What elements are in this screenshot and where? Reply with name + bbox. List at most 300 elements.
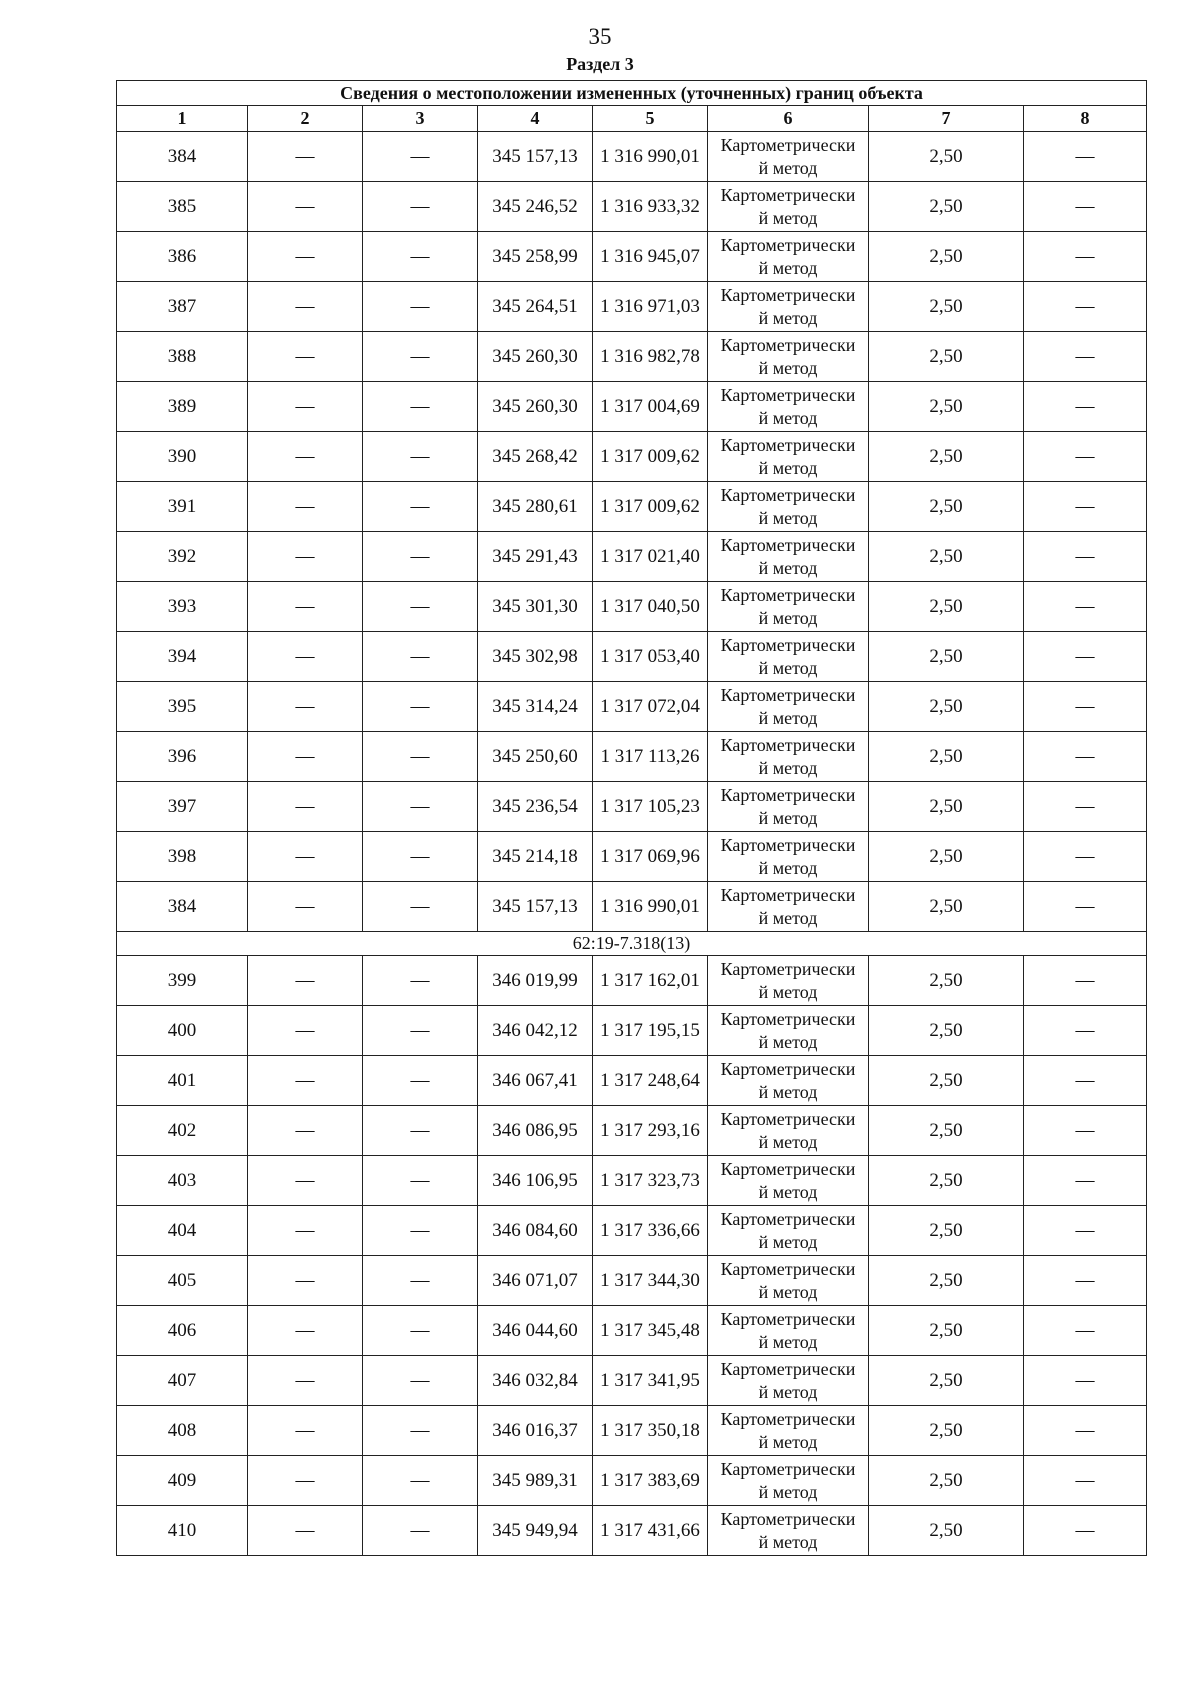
point-number-cell: 406 bbox=[117, 1306, 248, 1356]
table-row bbox=[117, 332, 1147, 382]
y-coordinate-cell: 1 317 053,40 bbox=[593, 632, 708, 682]
method-line-2: й метод bbox=[758, 1531, 818, 1552]
x-coordinate-cell: 345 214,18 bbox=[478, 832, 593, 882]
accuracy-cell: 2,50 bbox=[869, 432, 1024, 482]
point-number-cell: 394 bbox=[117, 632, 248, 682]
method-line-2: й метод bbox=[758, 807, 818, 828]
method-line-2: й метод bbox=[758, 1381, 818, 1402]
accuracy-cell: 2,50 bbox=[869, 956, 1024, 1006]
point-number-cell: 388 bbox=[117, 332, 248, 382]
y-coordinate-cell: 1 317 350,18 bbox=[593, 1406, 708, 1456]
table-row bbox=[117, 132, 1147, 182]
y-coordinate-cell: 1 317 383,69 bbox=[593, 1456, 708, 1506]
table-row bbox=[117, 1156, 1147, 1206]
accuracy-cell: 2,50 bbox=[869, 1256, 1024, 1306]
dash-cell: — bbox=[1024, 732, 1147, 782]
dash-cell: — bbox=[363, 1206, 478, 1256]
dash-cell: — bbox=[248, 882, 363, 932]
dash-cell: — bbox=[248, 1506, 363, 1556]
accuracy-cell: 2,50 bbox=[869, 132, 1024, 182]
dash-cell: — bbox=[248, 232, 363, 282]
x-coordinate-cell: 346 067,41 bbox=[478, 1056, 593, 1106]
page-number: 35 bbox=[588, 24, 612, 49]
dash-cell: — bbox=[1024, 332, 1147, 382]
method-cell bbox=[708, 1306, 869, 1356]
dash-cell: — bbox=[248, 182, 363, 232]
method-cell bbox=[708, 1356, 869, 1406]
method-cell bbox=[708, 1456, 869, 1506]
point-number-cell: 397 bbox=[117, 782, 248, 832]
x-coordinate-cell: 345 291,43 bbox=[478, 532, 593, 582]
table-row bbox=[117, 1006, 1147, 1056]
dash-cell: — bbox=[248, 132, 363, 182]
x-coordinate-cell: 346 019,99 bbox=[478, 956, 593, 1006]
x-coordinate-cell: 345 268,42 bbox=[478, 432, 593, 482]
dash-cell: — bbox=[363, 382, 478, 432]
point-number-cell: 399 bbox=[117, 956, 248, 1006]
dash-cell: — bbox=[1024, 382, 1147, 432]
method-cell bbox=[708, 1206, 869, 1256]
dash-cell: — bbox=[363, 1356, 478, 1406]
section-title: Раздел 3 bbox=[566, 54, 634, 74]
accuracy-cell: 2,50 bbox=[869, 1106, 1024, 1156]
x-coordinate-cell: 345 989,31 bbox=[478, 1456, 593, 1506]
table-row bbox=[117, 732, 1147, 782]
method-line-2: й метод bbox=[758, 757, 818, 778]
point-number-cell: 400 bbox=[117, 1006, 248, 1056]
dash-cell: — bbox=[248, 682, 363, 732]
x-coordinate-cell: 346 106,95 bbox=[478, 1156, 593, 1206]
method-line-1: Картометрически bbox=[720, 1458, 856, 1479]
accuracy-cell: 2,50 bbox=[869, 1506, 1024, 1556]
dash-cell: — bbox=[248, 1006, 363, 1056]
dash-cell: — bbox=[248, 582, 363, 632]
method-line-1: Картометрически bbox=[720, 1358, 856, 1379]
point-number-cell: 396 bbox=[117, 732, 248, 782]
table-row bbox=[117, 182, 1147, 232]
method-cell bbox=[708, 582, 869, 632]
point-number-cell: 395 bbox=[117, 682, 248, 732]
y-coordinate-cell: 1 317 195,15 bbox=[593, 1006, 708, 1056]
table-row bbox=[117, 1356, 1147, 1406]
table-row bbox=[117, 532, 1147, 582]
dash-cell: — bbox=[363, 732, 478, 782]
table-row bbox=[117, 432, 1147, 482]
method-cell bbox=[708, 1006, 869, 1056]
x-coordinate-cell: 345 260,30 bbox=[478, 382, 593, 432]
dash-cell: — bbox=[1024, 1056, 1147, 1106]
point-number-cell: 398 bbox=[117, 832, 248, 882]
point-number-cell: 410 bbox=[117, 1506, 248, 1556]
accuracy-cell: 2,50 bbox=[869, 382, 1024, 432]
y-coordinate-cell: 1 317 040,50 bbox=[593, 582, 708, 632]
method-line-1: Картометрически bbox=[720, 1508, 856, 1529]
point-number-cell: 385 bbox=[117, 182, 248, 232]
column-header-row bbox=[117, 106, 1147, 132]
accuracy-cell: 2,50 bbox=[869, 1006, 1024, 1056]
y-coordinate-cell: 1 316 990,01 bbox=[593, 882, 708, 932]
method-line-1: Картометрически bbox=[720, 784, 856, 805]
method-cell bbox=[708, 1406, 869, 1456]
point-number-cell: 403 bbox=[117, 1156, 248, 1206]
dash-cell: — bbox=[248, 1306, 363, 1356]
method-line-2: й метод bbox=[758, 207, 818, 228]
x-coordinate-cell: 345 302,98 bbox=[478, 632, 593, 682]
y-coordinate-cell: 1 317 009,62 bbox=[593, 482, 708, 532]
method-line-1: Картометрически bbox=[720, 1108, 856, 1129]
x-coordinate-cell: 346 042,12 bbox=[478, 1006, 593, 1056]
point-number-cell: 402 bbox=[117, 1106, 248, 1156]
point-number-cell: 401 bbox=[117, 1056, 248, 1106]
x-coordinate-cell: 345 236,54 bbox=[478, 782, 593, 832]
x-coordinate-cell: 345 314,24 bbox=[478, 682, 593, 732]
method-line-2: й метод bbox=[758, 1331, 818, 1352]
method-cell bbox=[708, 432, 869, 482]
method-line-1: Картометрически bbox=[720, 184, 856, 205]
y-coordinate-cell: 1 316 971,03 bbox=[593, 282, 708, 332]
point-number-cell: 405 bbox=[117, 1256, 248, 1306]
point-number-cell: 407 bbox=[117, 1356, 248, 1406]
dash-cell: — bbox=[1024, 1406, 1147, 1456]
method-line-1: Картометрически bbox=[720, 1008, 856, 1029]
accuracy-cell: 2,50 bbox=[869, 882, 1024, 932]
method-cell bbox=[708, 1056, 869, 1106]
x-coordinate-cell: 345 157,13 bbox=[478, 882, 593, 932]
dash-cell: — bbox=[1024, 182, 1147, 232]
y-coordinate-cell: 1 316 933,32 bbox=[593, 182, 708, 232]
y-coordinate-cell: 1 316 982,78 bbox=[593, 332, 708, 382]
dash-cell: — bbox=[363, 1006, 478, 1056]
table-row bbox=[117, 832, 1147, 882]
x-coordinate-cell: 346 086,95 bbox=[478, 1106, 593, 1156]
method-cell bbox=[708, 182, 869, 232]
dash-cell: — bbox=[1024, 682, 1147, 732]
accuracy-cell: 2,50 bbox=[869, 1056, 1024, 1106]
table-row bbox=[117, 682, 1147, 732]
table-row bbox=[117, 882, 1147, 932]
dash-cell: — bbox=[248, 1106, 363, 1156]
dash-cell: — bbox=[248, 282, 363, 332]
x-coordinate-cell: 346 071,07 bbox=[478, 1256, 593, 1306]
method-line-1: Картометрически bbox=[720, 534, 856, 555]
x-coordinate-cell: 345 264,51 bbox=[478, 282, 593, 332]
method-line-2: й метод bbox=[758, 657, 818, 678]
dash-cell: — bbox=[248, 1056, 363, 1106]
dash-cell: — bbox=[1024, 1006, 1147, 1056]
point-number-cell: 386 bbox=[117, 232, 248, 282]
dash-cell: — bbox=[363, 882, 478, 932]
y-coordinate-cell: 1 317 009,62 bbox=[593, 432, 708, 482]
dash-cell: — bbox=[363, 332, 478, 382]
method-cell bbox=[708, 1106, 869, 1156]
dash-cell: — bbox=[1024, 782, 1147, 832]
x-coordinate-cell: 345 260,30 bbox=[478, 332, 593, 382]
accuracy-cell: 2,50 bbox=[869, 482, 1024, 532]
dash-cell: — bbox=[1024, 1256, 1147, 1306]
method-line-1: Картометрически bbox=[720, 284, 856, 305]
dash-cell: — bbox=[1024, 532, 1147, 582]
x-coordinate-cell: 345 301,30 bbox=[478, 582, 593, 632]
dash-cell: — bbox=[363, 582, 478, 632]
method-line-1: Картометрически bbox=[720, 958, 856, 979]
method-line-2: й метод bbox=[758, 507, 818, 528]
x-coordinate-cell: 346 044,60 bbox=[478, 1306, 593, 1356]
method-cell bbox=[708, 1506, 869, 1556]
point-number-cell: 391 bbox=[117, 482, 248, 532]
method-line-2: й метод bbox=[758, 907, 818, 928]
dash-cell: — bbox=[363, 432, 478, 482]
point-number-cell: 408 bbox=[117, 1406, 248, 1456]
method-line-2: й метод bbox=[758, 1081, 818, 1102]
y-coordinate-cell: 1 317 431,66 bbox=[593, 1506, 708, 1556]
method-line-2: й метод bbox=[758, 607, 818, 628]
table-row bbox=[117, 1106, 1147, 1156]
column-header: 2 bbox=[248, 106, 363, 132]
coordinates-table bbox=[116, 80, 1147, 1556]
dash-cell: — bbox=[248, 832, 363, 882]
table-row bbox=[117, 582, 1147, 632]
method-line-1: Картометрически bbox=[720, 634, 856, 655]
point-number-cell: 393 bbox=[117, 582, 248, 632]
dash-cell: — bbox=[1024, 1456, 1147, 1506]
method-line-1: Картометрически bbox=[720, 134, 856, 155]
point-number-cell: 404 bbox=[117, 1206, 248, 1256]
dash-cell: — bbox=[363, 132, 478, 182]
method-line-1: Картометрически bbox=[720, 834, 856, 855]
y-coordinate-cell: 1 317 344,30 bbox=[593, 1256, 708, 1306]
method-line-1: Картометрически bbox=[720, 334, 856, 355]
table-row bbox=[117, 632, 1147, 682]
dash-cell: — bbox=[248, 1406, 363, 1456]
method-cell bbox=[708, 882, 869, 932]
table-row bbox=[117, 782, 1147, 832]
dash-cell: — bbox=[1024, 1106, 1147, 1156]
method-line-2: й метод bbox=[758, 1231, 818, 1252]
accuracy-cell: 2,50 bbox=[869, 182, 1024, 232]
method-line-1: Картометрически bbox=[720, 384, 856, 405]
method-line-1: Картометрически bbox=[720, 1408, 856, 1429]
dash-cell: — bbox=[363, 1256, 478, 1306]
method-line-2: й метод bbox=[758, 707, 818, 728]
x-coordinate-cell: 346 084,60 bbox=[478, 1206, 593, 1256]
method-cell bbox=[708, 832, 869, 882]
table-row bbox=[117, 956, 1147, 1006]
point-number-cell: 389 bbox=[117, 382, 248, 432]
y-coordinate-cell: 1 316 945,07 bbox=[593, 232, 708, 282]
dash-cell: — bbox=[363, 632, 478, 682]
method-cell bbox=[708, 532, 869, 582]
method-cell bbox=[708, 132, 869, 182]
method-line-2: й метод bbox=[758, 357, 818, 378]
method-line-2: й метод bbox=[758, 407, 818, 428]
table-row bbox=[117, 482, 1147, 532]
column-header: 8 bbox=[1024, 106, 1147, 132]
method-line-1: Картометрически bbox=[720, 1158, 856, 1179]
y-coordinate-cell: 1 317 248,64 bbox=[593, 1056, 708, 1106]
method-cell bbox=[708, 482, 869, 532]
table-row bbox=[117, 1056, 1147, 1106]
dash-cell: — bbox=[363, 682, 478, 732]
column-header: 6 bbox=[708, 106, 869, 132]
accuracy-cell: 2,50 bbox=[869, 232, 1024, 282]
method-cell bbox=[708, 1156, 869, 1206]
y-coordinate-cell: 1 317 336,66 bbox=[593, 1206, 708, 1256]
x-coordinate-cell: 346 032,84 bbox=[478, 1356, 593, 1406]
dash-cell: — bbox=[363, 1456, 478, 1506]
point-number-cell: 384 bbox=[117, 882, 248, 932]
dash-cell: — bbox=[248, 732, 363, 782]
dash-cell: — bbox=[363, 782, 478, 832]
accuracy-cell: 2,50 bbox=[869, 782, 1024, 832]
dash-cell: — bbox=[363, 482, 478, 532]
method-cell bbox=[708, 332, 869, 382]
column-header: 3 bbox=[363, 106, 478, 132]
method-line-1: Картометрически bbox=[720, 1208, 856, 1229]
y-coordinate-cell: 1 317 345,48 bbox=[593, 1306, 708, 1356]
x-coordinate-cell: 345 949,94 bbox=[478, 1506, 593, 1556]
method-line-2: й метод bbox=[758, 1031, 818, 1052]
method-line-2: й метод bbox=[758, 1131, 818, 1152]
method-line-2: й метод bbox=[758, 857, 818, 878]
dash-cell: — bbox=[1024, 132, 1147, 182]
dash-cell: — bbox=[363, 1306, 478, 1356]
table-row bbox=[117, 1206, 1147, 1256]
point-number-cell: 409 bbox=[117, 1456, 248, 1506]
method-cell bbox=[708, 782, 869, 832]
table-row bbox=[117, 382, 1147, 432]
x-coordinate-cell: 345 280,61 bbox=[478, 482, 593, 532]
method-line-2: й метод bbox=[758, 1181, 818, 1202]
accuracy-cell: 2,50 bbox=[869, 732, 1024, 782]
dash-cell: — bbox=[363, 532, 478, 582]
table-row bbox=[117, 1456, 1147, 1506]
point-number-cell: 390 bbox=[117, 432, 248, 482]
y-coordinate-cell: 1 317 072,04 bbox=[593, 682, 708, 732]
table-caption: Сведения о местоположении измененных (уточненных) границ объекта bbox=[117, 81, 1147, 106]
dash-cell: — bbox=[1024, 882, 1147, 932]
method-line-2: й метод bbox=[758, 257, 818, 278]
method-cell bbox=[708, 632, 869, 682]
y-coordinate-cell: 1 317 021,40 bbox=[593, 532, 708, 582]
method-cell bbox=[708, 732, 869, 782]
dash-cell: — bbox=[248, 1356, 363, 1406]
method-line-2: й метод bbox=[758, 457, 818, 478]
column-header: 7 bbox=[869, 106, 1024, 132]
table-row bbox=[117, 1306, 1147, 1356]
y-coordinate-cell: 1 317 323,73 bbox=[593, 1156, 708, 1206]
dash-cell: — bbox=[248, 956, 363, 1006]
method-line-1: Картометрически bbox=[720, 234, 856, 255]
dash-cell: — bbox=[248, 482, 363, 532]
method-cell bbox=[708, 282, 869, 332]
dash-cell: — bbox=[363, 1406, 478, 1456]
y-coordinate-cell: 1 317 341,95 bbox=[593, 1356, 708, 1406]
method-line-2: й метод bbox=[758, 1431, 818, 1452]
method-line-2: й метод bbox=[758, 1281, 818, 1302]
dash-cell: — bbox=[1024, 1506, 1147, 1556]
dash-cell: — bbox=[1024, 1306, 1147, 1356]
dash-cell: — bbox=[1024, 282, 1147, 332]
group-label-row bbox=[117, 932, 1147, 956]
y-coordinate-cell: 1 317 004,69 bbox=[593, 382, 708, 432]
table-row bbox=[117, 1256, 1147, 1306]
x-coordinate-cell: 345 250,60 bbox=[478, 732, 593, 782]
table-row bbox=[117, 232, 1147, 282]
accuracy-cell: 2,50 bbox=[869, 682, 1024, 732]
dash-cell: — bbox=[363, 956, 478, 1006]
method-line-2: й метод bbox=[758, 557, 818, 578]
table-row bbox=[117, 1506, 1147, 1556]
method-cell bbox=[708, 682, 869, 732]
x-coordinate-cell: 346 016,37 bbox=[478, 1406, 593, 1456]
method-line-1: Картометрически bbox=[720, 684, 856, 705]
dash-cell: — bbox=[1024, 632, 1147, 682]
y-coordinate-cell: 1 317 105,23 bbox=[593, 782, 708, 832]
method-line-1: Картометрически bbox=[720, 484, 856, 505]
method-line-1: Картометрически bbox=[720, 584, 856, 605]
dash-cell: — bbox=[1024, 482, 1147, 532]
method-line-2: й метод bbox=[758, 981, 818, 1002]
dash-cell: — bbox=[248, 632, 363, 682]
dash-cell: — bbox=[363, 1156, 478, 1206]
table-row bbox=[117, 282, 1147, 332]
y-coordinate-cell: 1 317 162,01 bbox=[593, 956, 708, 1006]
column-header: 4 bbox=[478, 106, 593, 132]
method-line-1: Картометрически bbox=[720, 884, 856, 905]
x-coordinate-cell: 345 157,13 bbox=[478, 132, 593, 182]
accuracy-cell: 2,50 bbox=[869, 532, 1024, 582]
dash-cell: — bbox=[363, 1106, 478, 1156]
method-cell bbox=[708, 382, 869, 432]
x-coordinate-cell: 345 246,52 bbox=[478, 182, 593, 232]
dash-cell: — bbox=[363, 1506, 478, 1556]
dash-cell: — bbox=[248, 1256, 363, 1306]
accuracy-cell: 2,50 bbox=[869, 1156, 1024, 1206]
accuracy-cell: 2,50 bbox=[869, 1406, 1024, 1456]
dash-cell: — bbox=[363, 282, 478, 332]
accuracy-cell: 2,50 bbox=[869, 1356, 1024, 1406]
accuracy-cell: 2,50 bbox=[869, 632, 1024, 682]
method-cell bbox=[708, 956, 869, 1006]
table-caption-row bbox=[117, 81, 1147, 106]
column-header: 5 bbox=[593, 106, 708, 132]
dash-cell: — bbox=[1024, 956, 1147, 1006]
accuracy-cell: 2,50 bbox=[869, 1206, 1024, 1256]
dash-cell: — bbox=[1024, 582, 1147, 632]
method-line-2: й метод bbox=[758, 307, 818, 328]
dash-cell: — bbox=[363, 1056, 478, 1106]
y-coordinate-cell: 1 317 069,96 bbox=[593, 832, 708, 882]
accuracy-cell: 2,50 bbox=[869, 1306, 1024, 1356]
y-coordinate-cell: 1 316 990,01 bbox=[593, 132, 708, 182]
dash-cell: — bbox=[1024, 832, 1147, 882]
point-number-cell: 384 bbox=[117, 132, 248, 182]
dash-cell: — bbox=[363, 232, 478, 282]
dash-cell: — bbox=[248, 1206, 363, 1256]
dash-cell: — bbox=[1024, 1356, 1147, 1406]
dash-cell: — bbox=[1024, 432, 1147, 482]
method-cell bbox=[708, 1256, 869, 1306]
dash-cell: — bbox=[248, 1156, 363, 1206]
method-line-1: Картометрически bbox=[720, 434, 856, 455]
method-line-1: Картометрически bbox=[720, 1058, 856, 1079]
dash-cell: — bbox=[1024, 1156, 1147, 1206]
dash-cell: — bbox=[248, 332, 363, 382]
accuracy-cell: 2,50 bbox=[869, 582, 1024, 632]
dash-cell: — bbox=[248, 382, 363, 432]
accuracy-cell: 2,50 bbox=[869, 832, 1024, 882]
dash-cell: — bbox=[248, 532, 363, 582]
